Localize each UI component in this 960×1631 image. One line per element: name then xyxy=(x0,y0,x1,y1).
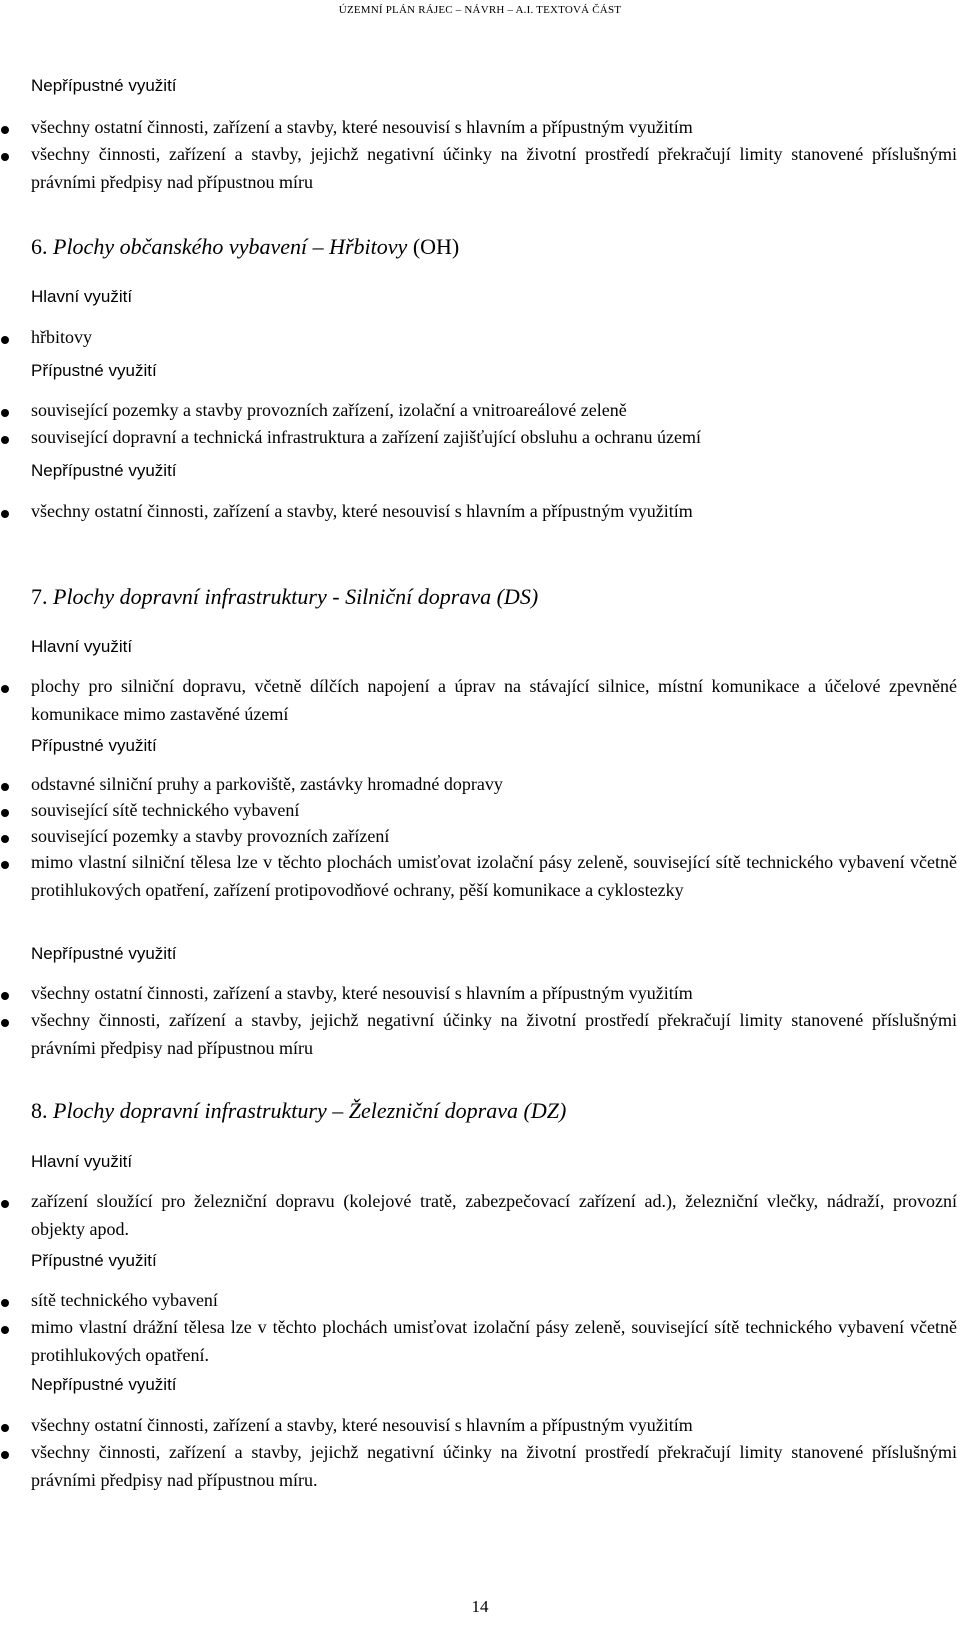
heading-main-use: Hlavní využití xyxy=(31,287,133,306)
heading-allowed-use: Přípustné využití xyxy=(31,1251,157,1270)
heading-forbidden-use: Nepřípustné využití xyxy=(31,1375,177,1394)
list-item xyxy=(31,498,957,526)
bullet-icon xyxy=(1,992,9,1000)
list-item-text: mimo vlastní silniční tělesa lze v těchto plochách umisťovat izolační pásy zeleně, související sítě technického vybavení včetně protihlukových opatření, zařízení protipovodňové ochrany, pěší komunikace a cyklostezky xyxy=(31,852,957,900)
list-item-text: související sítě technického vybavení xyxy=(31,800,300,820)
heading-main-use: Hlavní využití xyxy=(31,637,133,656)
section-name: Plochy dopravní infrastruktury - Silniční doprava xyxy=(53,584,492,609)
list-item xyxy=(31,849,957,904)
list-item-text: související pozemky a stavby provozních zařízení xyxy=(31,826,390,846)
heading-forbidden-use: Nepřípustné využití xyxy=(31,461,177,480)
bullet-icon xyxy=(1,153,9,161)
list-item xyxy=(31,1412,957,1440)
section-number: 8. xyxy=(31,1098,48,1123)
list-item xyxy=(31,1007,957,1062)
bullet-icon xyxy=(1,1299,9,1307)
list-item-text: všechny činnosti, zařízení a stavby, jejichž negativní účinky na životní prostředí překračují limity stanovené příslušnými právními předpisy nad přípustnou míru. xyxy=(31,1442,957,1490)
bullet-icon xyxy=(1,783,9,791)
section-title xyxy=(31,1098,566,1124)
section-name: Plochy dopravní infrastruktury – Železniční doprava xyxy=(53,1098,518,1123)
section-code: (OH) xyxy=(412,234,460,259)
list-item xyxy=(31,797,957,825)
bullet-icon xyxy=(1,1019,9,1027)
list-item-text: všechny ostatní činnosti, zařízení a stavby, které nesouvisí s hlavním a přípustným využitím xyxy=(31,983,693,1003)
bullet-icon xyxy=(1,409,9,417)
heading-main-use: Hlavní využití xyxy=(31,1152,133,1171)
bullet-icon xyxy=(1,1326,9,1334)
section-number: 7. xyxy=(31,584,48,609)
bullet-icon xyxy=(1,510,9,518)
bullet-icon xyxy=(1,685,9,693)
section-code: (DS) xyxy=(496,584,539,609)
bullet-icon xyxy=(1,809,9,817)
bullet-icon xyxy=(1,126,9,134)
heading-allowed-use: Přípustné využití xyxy=(31,361,157,380)
list-item-text: plochy pro silniční dopravu, včetně dílčích napojení a úprav na stávající silnice, místní komunikace a účelové zpevněné komunikace mimo zastavěné území xyxy=(31,676,957,724)
bullet-icon xyxy=(1,436,9,444)
list-item-text: hřbitovy xyxy=(31,327,92,347)
list-item xyxy=(31,424,957,452)
section-name: Plochy občanského vybavení – Hřbitovy xyxy=(53,234,408,259)
list-item-text: všechny činnosti, zařízení a stavby, jejichž negativní účinky na životní prostředí překračují limity stanovené příslušnými právními předpisy nad přípustnou míru xyxy=(31,1010,957,1058)
section-title xyxy=(31,234,459,260)
list-item xyxy=(31,1287,957,1315)
bullet-icon xyxy=(1,861,9,869)
page-number: 14 xyxy=(471,1597,489,1616)
heading-forbidden-use: Nepřípustné využití xyxy=(31,944,177,963)
list-item-text: všechny ostatní činnosti, zařízení a stavby, které nesouvisí s hlavním a přípustným využitím xyxy=(31,117,693,137)
list-item xyxy=(31,823,957,851)
bullet-icon xyxy=(1,1200,9,1208)
list-item-text: zařízení sloužící pro železniční dopravu (kolejové tratě, zabezpečovací zařízení ad.), železniční vlečky, nádraží, provozní objekty apod. xyxy=(31,1191,957,1239)
section-code: (DZ) xyxy=(523,1098,567,1123)
list-item-text: všechny ostatní činnosti, zařízení a stavby, které nesouvisí s hlavním a přípustným využitím xyxy=(31,501,693,521)
bullet-icon xyxy=(1,1424,9,1432)
list-item-text: všechny ostatní činnosti, zařízení a stavby, které nesouvisí s hlavním a přípustným využitím xyxy=(31,1415,693,1435)
list-item xyxy=(31,673,957,728)
bullet-icon xyxy=(1,336,9,344)
bullet-icon xyxy=(1,835,9,843)
list-item-text: mimo vlastní drážní tělesa lze v těchto plochách umisťovat izolační pásy zeleně, související sítě technického vybavení včetně protihlukových opatření. xyxy=(31,1317,957,1365)
list-item-text: sítě technického vybavení xyxy=(31,1290,218,1310)
list-item xyxy=(31,114,957,142)
list-item xyxy=(31,1314,957,1369)
section-title xyxy=(31,584,538,610)
list-item-text: související pozemky a stavby provozních zařízení, izolační a vnitroareálové zeleně xyxy=(31,400,627,420)
bullet-icon xyxy=(1,1451,9,1459)
list-item-text: související dopravní a technická infrastruktura a zařízení zajišťující obsluhu a ochranu území xyxy=(31,427,701,447)
heading-forbidden-use: Nepřípustné využití xyxy=(31,76,177,95)
section-number: 6. xyxy=(31,234,48,259)
list-item xyxy=(31,1439,957,1494)
page-header: ÚZEMNÍ PLÁN RÁJEC – NÁVRH – A.I. TEXTOVÁ ČÁST xyxy=(338,4,622,16)
list-item xyxy=(31,324,957,352)
list-item xyxy=(31,141,957,196)
list-item xyxy=(31,771,957,799)
heading-allowed-use: Přípustné využití xyxy=(31,736,157,755)
list-item xyxy=(31,980,957,1008)
list-item-text: odstavné silniční pruhy a parkoviště, zastávky hromadné dopravy xyxy=(31,774,503,794)
list-item xyxy=(31,1188,957,1243)
list-item-text: všechny činnosti, zařízení a stavby, jejichž negativní účinky na životní prostředí překračují limity stanovené příslušnými právními předpisy nad přípustnou míru xyxy=(31,144,957,192)
list-item xyxy=(31,397,957,425)
